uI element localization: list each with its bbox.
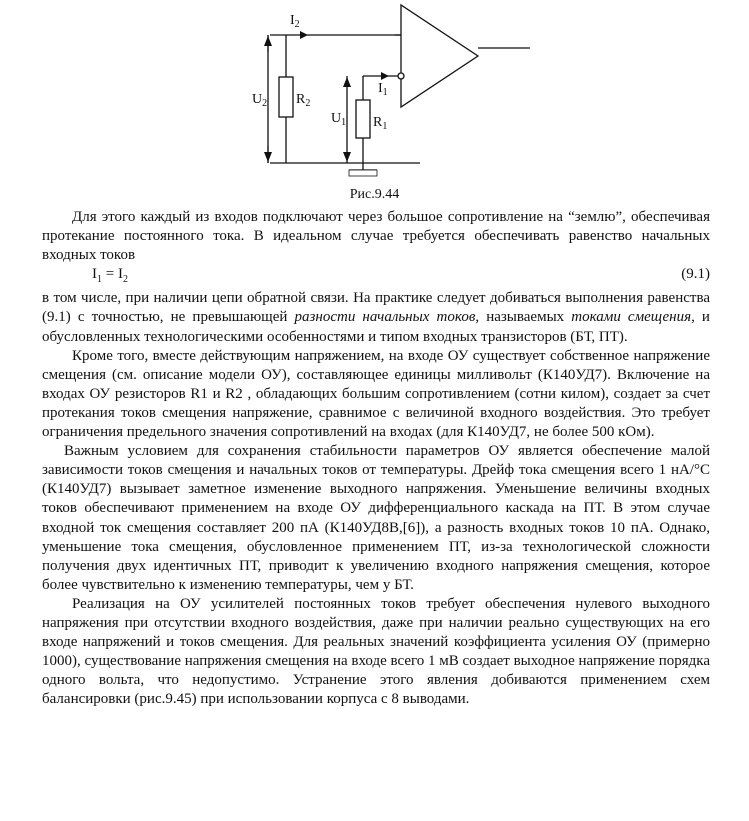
body-text	[42, 208, 710, 709]
equation-body: $I_1 = I_2$	[92, 266, 128, 286]
u2-arrowhead-top	[264, 36, 272, 46]
term-difference-initial-currents: разности начальных токов	[294, 309, 476, 326]
resistor-r1	[356, 100, 370, 138]
equation-number: (9.1)	[681, 266, 710, 283]
paragraph-1: Для этого каждый из входов подключают через большое сопротивление на “землю”, обеспечивая протекание постоянного тока. В идеальном случае требуется обеспечивать равенство начальных входных токов	[42, 209, 710, 264]
term-bias-currents: токами смещения	[571, 309, 692, 326]
paragraph-3: Кроме того, вместе действующим напряжением, на входе ОУ существует собственное напряжение смещения (см. описание модели ОУ), составляющее единицы милливольт (К140УД7). Включение на входах ОУ резисторов R1 и R2 , обладающих большим сопротивлением (сотни килом), создает за счет протекания токов смещения напряжение, сравнимое с величиной входного воздействия. Это требует ограничения предельного значения сопротивлений на входах (для К140УД7, не более 500 кОм).	[42, 347, 710, 441]
ground-fill	[349, 170, 377, 176]
inverting-bubble	[398, 73, 404, 79]
paragraph-4: Важным условием для сохранения стабильности параметров ОУ является обеспечение малой зависимости токов смещения и начальных токов от температуры. Дрейф тока смещения всего 1 нА/°С (К140УД7) вызывает заметное изменение выходного напряжения. Уменьшение величины входных токов обеспечивают применением на входе ОУ дифференциального каскада на ПТ. В этом случае входной ток смещения составляет 200 пА (К140УД8В,[6]), а разность входных токов 10 пА. Однако, уменьшение тока смещения, обусловленное применением ПТ, из-за технологической сложности получения двух идентичных ПТ, приводит к увеличению входного напряжения смещения, которое более чувствительно к изменению температуры, чем у БТ.	[42, 443, 710, 593]
paragraph-5: Реализация на ОУ усилителей постоянных токов требует обеспечения нулевого выходного напряжения при отсутствии входного воздействия, даже при наличии реально существующих на его входе напряжений и токов смещения. Для реальных значений коэффициента усиления ОУ (примерно 1000), существование напряжения смещения на входе всего 1 мВ создает выходное напряжение порядка одного вольта, что недопустимо. Устранение этого явления добиваются применением схем балансировки (рис.9.45) при использовании корпуса с 8 выводами.	[42, 595, 710, 708]
i1-arrow	[381, 72, 389, 80]
resistor-r2	[279, 77, 293, 117]
paragraph-2: в том числе, при наличии цепи обратной связи. На практике следует добиваться выполнения равенства (9.1) с точностью, не превышающей разности начальных токов, называемых токами смещения, и обусловленных технологическими особенностями и типом входных транзисторов (БТ, ПТ).	[42, 290, 710, 345]
label-r2: $R_2$	[296, 92, 311, 109]
u2-arrowhead-bottom	[264, 152, 272, 162]
i2-arrow	[300, 31, 308, 39]
u1-arrowhead-bottom	[343, 152, 351, 162]
label-u2: $U_2$	[252, 92, 268, 109]
u1-arrowhead-top	[343, 77, 351, 87]
figure-caption: Рис.9.44	[349, 187, 400, 202]
equation-9-1	[42, 265, 710, 289]
label-i1: $I_1$	[378, 81, 388, 98]
circuit-figure	[0, 0, 749, 215]
opamp-triangle	[401, 5, 478, 107]
circuit-diagram	[0, 0, 749, 215]
label-u1: $U_1$	[331, 111, 347, 128]
label-r1: $R_1$	[373, 115, 388, 132]
label-i2: $I_2$	[290, 13, 300, 30]
